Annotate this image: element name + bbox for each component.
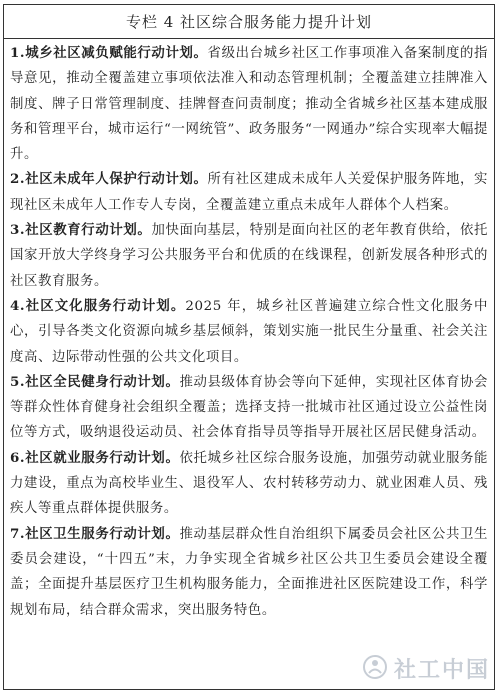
plan-item-title: 2.社区未成年人保护行动计划。 bbox=[10, 171, 208, 188]
plan-item-body: 省级出台城乡社区工作事项准入备案制度的指导意见，推动全覆盖建立事项依法准入和动态管理机制；全覆盖建立挂牌准入制度、牌子日常管理制度、挂牌督查问责制度；推动全省城乡社区基本建成服务和管理平台，城市运行“一网统管”、政务服务“一网通办”综合实现率大幅提升。 bbox=[10, 46, 489, 163]
plan-item-body: 推动基层群众性自治组织下属委员会社区公共卫生委员会建设，“十四五”末，力争实现全省城乡社区公共卫生委员会建设全覆盖；全面提升基层医疗卫生机构服务能力，全面推进社区医院建设工作，科学规划布局，结合群众需求，突出服务特色。 bbox=[10, 526, 488, 618]
plan-item-body: 2025 年，城乡社区普遍建立综合性文化服务中心，引导各类文化资源向城乡基层倾斜，策划实施一批民生分量重、社会关注度高、边际带动性强的公共文化项目。 bbox=[10, 298, 488, 365]
feature-panel bbox=[3, 4, 495, 690]
panel-content bbox=[4, 39, 494, 623]
social-work-logo-icon bbox=[362, 654, 388, 684]
plan-item-title: 6.社区就业服务行动计划。 bbox=[10, 449, 180, 466]
plan-item-title: 5.社区全民健身行动计划。 bbox=[10, 373, 180, 390]
plan-item-body: 依托城乡社区综合服务设施，加强劳动就业服务能力建设，重点为高校毕业生、退役军人、农村转移劳动力、就业困难人员、残疾人等重点群体提供服务。 bbox=[10, 450, 488, 517]
plan-item bbox=[10, 167, 488, 218]
plan-item-title: 3.社区教育行动计划。 bbox=[10, 222, 152, 239]
plan-item-body: 推动县级体育协会等向下延伸，实现社区体育协会等群众性体育健身社会组织全覆盖；选择支持一批城市社区通过设立公益性岗位等方式，吸纳退役运动员、社会体育指导员等指导开展社区居民健身活动。 bbox=[10, 374, 488, 441]
plan-item-body: 所有社区建成未成年人关爱保护服务阵地，实现社区未成年人工作专人专岗，全覆盖建立重点未成年人群体个人档案。 bbox=[10, 172, 489, 213]
watermark-text: 社工中国 bbox=[393, 657, 490, 683]
plan-item-title: 4.社区文化服务行动计划。 bbox=[10, 297, 186, 314]
watermark bbox=[362, 653, 490, 684]
plan-item bbox=[10, 41, 488, 167]
plan-item-title: 1.城乡社区减负赋能行动计划。 bbox=[10, 45, 208, 61]
plan-item bbox=[10, 218, 488, 294]
panel-title: 专栏 4 社区综合服务能力提升计划 bbox=[4, 5, 494, 39]
plan-item bbox=[10, 522, 488, 623]
plan-item-body: 加快面向基层，特别是面向社区的老年教育供给，依托国家开放大学终身学习公共服务平台和优质的在线课程，创新发展各种形式的社区教育服务。 bbox=[10, 223, 488, 289]
plan-item bbox=[10, 294, 488, 370]
plan-item-title: 7.社区卫生服务行动计划。 bbox=[10, 525, 180, 542]
plan-item bbox=[10, 370, 488, 446]
plan-item bbox=[10, 446, 488, 522]
